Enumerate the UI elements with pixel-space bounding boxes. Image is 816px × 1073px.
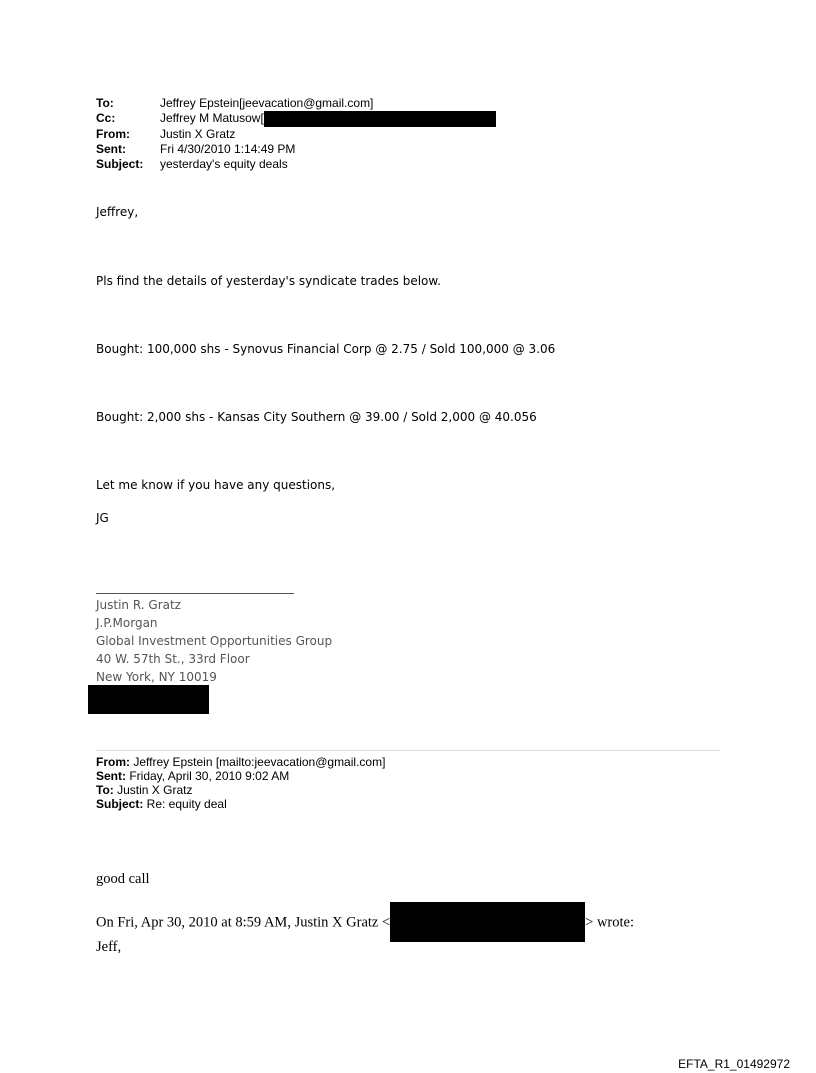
to-label: To: [96, 96, 114, 110]
fwd-from-row [96, 755, 385, 769]
from-value: Justin X Gratz [160, 127, 236, 141]
quote-attribution [96, 903, 634, 943]
trade-line-2: Bought: 2,000 shs - Kansas City Southern @ 39.00 / Sold 2,000 @ 40.056 [96, 410, 537, 424]
header-subject-row [96, 157, 496, 172]
cc-redaction [264, 111, 496, 127]
signature-group: Global Investment Opportunities Group [96, 634, 333, 648]
signature-name: Justin R. Gratz [96, 598, 181, 612]
signature-company: J.P.Morgan [96, 616, 158, 630]
email-header [96, 96, 496, 172]
quote-prefix: On Fri, Apr 30, 2010 at 8:59 AM, Justin X Gratz < [96, 914, 391, 931]
fwd-to-value: Justin X Gratz [113, 783, 193, 797]
signature-address-1: 40 W. 57th St., 33rd Floor [96, 652, 250, 666]
forward-divider [96, 750, 720, 751]
header-from-row [96, 127, 496, 142]
signature-rule [96, 593, 294, 594]
sent-label: Sent: [96, 142, 126, 156]
fwd-subject-value: Re: equity deal [143, 797, 227, 811]
subject-label: Subject: [96, 157, 144, 171]
fwd-from-value: Jeffrey Epstein [mailto:jeevacation@gmail.com] [130, 755, 386, 769]
cc-value: Jeffrey M Matusow[ [160, 111, 264, 125]
closing-line: Let me know if you have any questions, [96, 478, 336, 492]
intro-line: Pls find the details of yesterday's syndicate trades below. [96, 274, 441, 288]
signature-address-2: New York, NY 10019 [96, 670, 217, 684]
sent-value: Fri 4/30/2010 1:14:49 PM [160, 142, 296, 156]
reply-text: good call [96, 871, 150, 887]
signature-block [96, 596, 332, 686]
fwd-sent-label: Sent: [96, 769, 126, 783]
fwd-to-label: To: [96, 783, 114, 797]
fwd-subject-row [96, 797, 385, 811]
forwarded-header [96, 755, 385, 811]
fwd-sent-value: Friday, April 30, 2010 9:02 AM [126, 769, 290, 783]
greeting: Jeffrey, [96, 205, 139, 219]
email-redaction [390, 902, 585, 942]
cc-label: Cc: [96, 111, 116, 125]
header-cc-row [96, 111, 496, 127]
from-label: From: [96, 127, 130, 141]
initials: JG [96, 511, 109, 525]
header-to-row [96, 96, 496, 111]
quote-suffix: > wrote: [585, 914, 635, 931]
header-sent-row [96, 142, 496, 157]
fwd-from-label: From: [96, 755, 130, 769]
document-id: EFTA_R1_01492972 [678, 1057, 790, 1071]
trade-line-1: Bought: 100,000 shs - Synovus Financial Corp @ 2.75 / Sold 100,000 @ 3.06 [96, 342, 556, 356]
fwd-to-row [96, 783, 385, 797]
to-value: Jeffrey Epstein[jeevacation@gmail.com] [160, 96, 374, 110]
fwd-sent-row [96, 769, 385, 783]
fwd-subject-label: Subject: [96, 797, 144, 811]
subject-value: yesterday's equity deals [160, 157, 288, 171]
quoted-greeting: Jeff, [96, 939, 122, 955]
signature-redaction [88, 685, 209, 714]
